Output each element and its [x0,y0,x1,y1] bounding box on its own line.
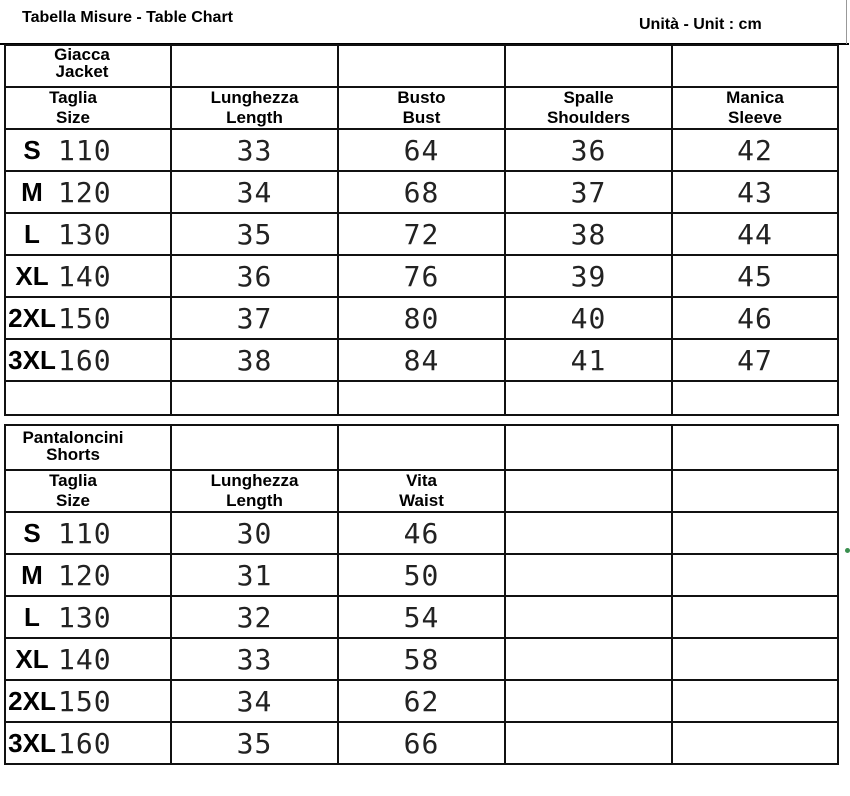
empty-cell [505,638,672,680]
shoulders-value: 40 [505,297,672,339]
empty-cell [672,680,838,722]
table-row [5,638,838,680]
table-row [5,680,838,722]
jacket-section-label [5,45,171,87]
length-value: 35 [171,213,338,255]
waist-value: 58 [338,638,505,680]
col-header-bust: Busto Bust [338,87,505,129]
table-row [5,596,838,638]
waist-value: 66 [338,722,505,764]
bust-value: 64 [338,129,505,171]
empty-cell [672,45,838,87]
length-value: 36 [171,255,338,297]
waist-value: 50 [338,554,505,596]
empty-cell [672,638,838,680]
empty-cell [672,722,838,764]
shoulders-value: 39 [505,255,672,297]
sleeve-value: 43 [672,171,838,213]
shorts-section-row [5,425,838,470]
empty-cell [505,45,672,87]
table-row [5,129,838,171]
col-header-size: Taglia Size [5,470,171,512]
waist-value: 46 [338,512,505,554]
empty-cell [5,381,171,415]
sleeve-value: 47 [672,339,838,381]
bust-value: 76 [338,255,505,297]
empty-cell [505,596,672,638]
length-value: 34 [171,680,338,722]
shoulders-value: 37 [505,171,672,213]
shorts-section-it: Pantaloncini [22,428,124,447]
length-value: 35 [171,722,338,764]
bust-value: 80 [338,297,505,339]
empty-cell [672,425,838,470]
table-row [5,213,838,255]
empty-cell [171,45,338,87]
table-row [5,171,838,213]
size-cell: 2XL150 [5,297,171,339]
empty-cell [505,722,672,764]
length-value: 34 [171,171,338,213]
size-cell: M 120 [5,171,171,213]
shoulders-value: 38 [505,213,672,255]
spacer-row [5,381,838,415]
shorts-size-table [4,424,839,765]
empty-cell [505,381,672,415]
col-header-length: Lunghezza Length [171,470,338,512]
table-row [5,554,838,596]
shorts-header-row [5,470,838,512]
unit-label: Unità - Unit : cm [639,16,762,33]
length-value: 31 [171,554,338,596]
empty-cell [505,425,672,470]
empty-cell [672,554,838,596]
size-cell: L 130 [5,213,171,255]
jacket-header-row [5,87,838,129]
size-cell: XL 140 [5,638,171,680]
col-header-shoulders: Spalle Shoulders [505,87,672,129]
length-value: 33 [171,638,338,680]
empty-cell [672,381,838,415]
size-cell: S 110 [5,512,171,554]
bust-value: 68 [338,171,505,213]
sleeve-value: 46 [672,297,838,339]
bust-value: 84 [338,339,505,381]
empty-cell [505,470,672,512]
selection-handle-icon [845,548,850,553]
jacket-section-row [5,45,838,87]
empty-cell [672,470,838,512]
empty-cell [338,425,505,470]
size-cell: S 110 [5,129,171,171]
jacket-size-table [4,44,839,416]
size-cell: 3XL160 [5,339,171,381]
table-row [5,512,838,554]
length-value: 37 [171,297,338,339]
chart-title: Tabella Misure - Table Chart [22,9,234,26]
shoulders-value: 41 [505,339,672,381]
size-cell: M 120 [5,554,171,596]
length-value: 38 [171,339,338,381]
shorts-section-label [5,425,171,470]
shorts-section-en: Shorts [46,445,100,464]
col-header-size: Taglia Size [5,87,171,129]
empty-cell [171,381,338,415]
jacket-section-it: Giacca [54,45,110,64]
length-value: 32 [171,596,338,638]
sleeve-value: 42 [672,129,838,171]
sleeve-value: 45 [672,255,838,297]
table-row [5,722,838,764]
empty-cell [338,45,505,87]
col-header-sleeve: Manica Sleeve [672,87,838,129]
shoulders-value: 36 [505,129,672,171]
size-cell: 3XL160 [5,722,171,764]
empty-cell [505,554,672,596]
length-value: 30 [171,512,338,554]
col-header-length: Lunghezza Length [171,87,338,129]
table-row [5,339,838,381]
size-cell: L 130 [5,596,171,638]
bust-value: 72 [338,213,505,255]
table-row [5,255,838,297]
length-value: 33 [171,129,338,171]
size-cell: XL 140 [5,255,171,297]
empty-cell [505,512,672,554]
empty-cell [171,425,338,470]
empty-cell [672,512,838,554]
waist-value: 54 [338,596,505,638]
col-header-waist: Vita Waist [338,470,505,512]
table-row [5,297,838,339]
waist-value: 62 [338,680,505,722]
sleeve-value: 44 [672,213,838,255]
empty-cell [672,596,838,638]
header-edge [846,0,847,44]
size-cell: 2XL150 [5,680,171,722]
jacket-section-en: Jacket [55,62,109,81]
empty-cell [505,680,672,722]
empty-cell [338,381,505,415]
